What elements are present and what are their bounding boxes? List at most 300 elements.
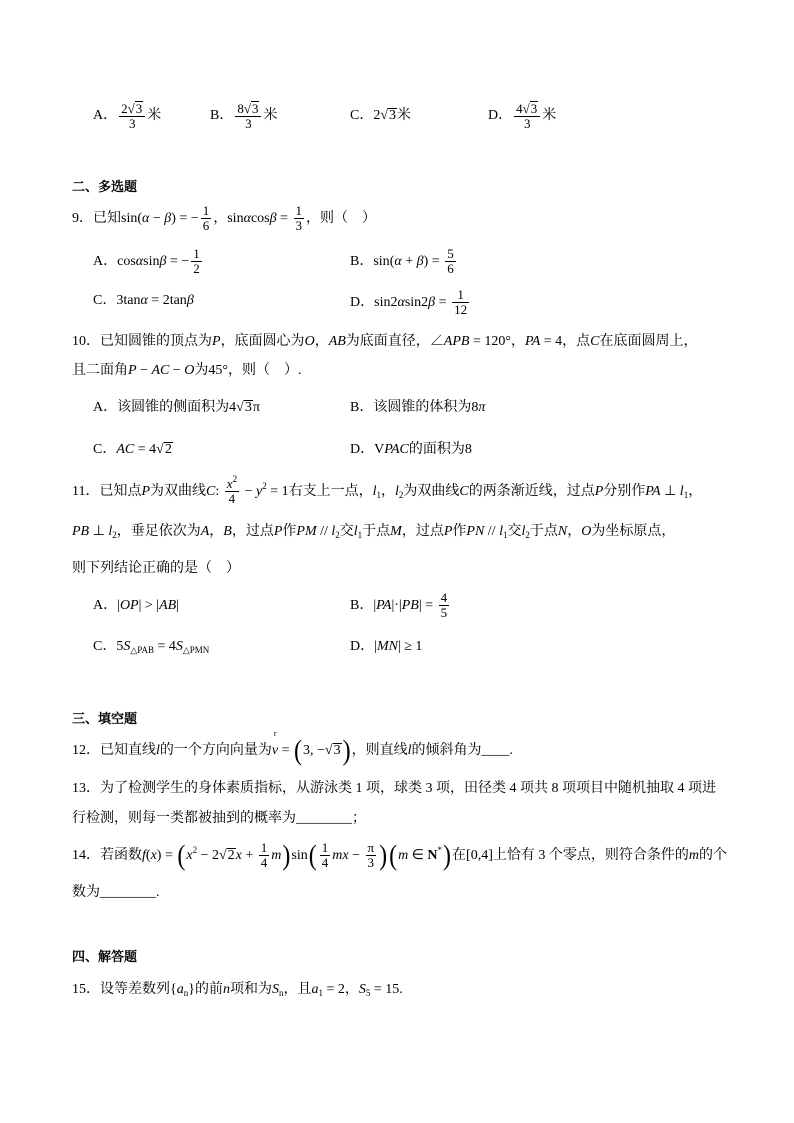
- parenthesized-group: [388, 840, 452, 872]
- text-run: 6: [447, 261, 454, 277]
- math-variable: l: [679, 484, 684, 499]
- text-run: =: [428, 254, 444, 269]
- text-run: = 4，点: [540, 334, 591, 349]
- text-run: = 120°，: [469, 334, 525, 349]
- text-run: 的一个方向向量为: [159, 743, 272, 758]
- radical-sign: √: [156, 442, 164, 457]
- superscript: *: [437, 845, 443, 855]
- radical-sign: √: [243, 101, 251, 116]
- numerator: [320, 841, 331, 856]
- text-run: 的倾斜角为: [411, 743, 482, 758]
- text-run: 3: [295, 218, 302, 234]
- q9-option-b: [350, 247, 458, 277]
- text-run: 行检测，则每一类都被抽到的概率为: [72, 811, 296, 826]
- text-run: − 2: [197, 848, 219, 863]
- radical-sign: √: [127, 101, 135, 116]
- math-variable: l: [372, 484, 377, 499]
- math-variable: PAC: [384, 442, 409, 457]
- parenthesized-group: [176, 840, 291, 872]
- text-run: 于点: [362, 524, 391, 539]
- denominator: [452, 303, 469, 317]
- text-run: ，则直线: [351, 743, 408, 758]
- fraction: [294, 204, 305, 233]
- q12-stem: [72, 729, 513, 767]
- text-run: 2: [373, 108, 381, 123]
- text-run: .: [509, 743, 513, 758]
- numerator: [366, 841, 377, 856]
- q11-option-c: [93, 632, 209, 662]
- text-run: .: [156, 885, 160, 900]
- section-heading-multiple-choice: [72, 173, 137, 203]
- text-run: D．: [350, 442, 375, 457]
- text-run: 3: [333, 743, 341, 758]
- radicand: [244, 400, 253, 414]
- text-run: ，过点: [231, 524, 274, 539]
- math-variable: m: [398, 848, 409, 863]
- text-run: 2: [121, 101, 128, 116]
- radical-sign: √: [324, 743, 333, 758]
- text-run: ，则（ ）: [306, 211, 376, 226]
- text-run: =: [161, 848, 177, 863]
- math-variable: APB: [443, 334, 470, 349]
- math-variable: S: [175, 639, 183, 654]
- text-run: //: [316, 524, 332, 539]
- math-variable: S: [271, 982, 279, 997]
- math-variable: PA: [376, 598, 392, 613]
- text-run: +: [401, 254, 417, 269]
- math-variable: PA: [524, 334, 541, 349]
- text-run: 3: [389, 108, 397, 123]
- numerator: [191, 247, 202, 262]
- radicand: [251, 101, 260, 115]
- text-run: 3: [530, 101, 538, 116]
- parenthesized-group: [308, 840, 388, 872]
- text-run: =: [278, 743, 294, 758]
- vector-mark: r: [273, 729, 277, 738]
- text-run: }: [188, 982, 195, 997]
- text-run: B．: [350, 598, 374, 613]
- text-run: ∈: [408, 848, 428, 863]
- text-run: 1: [457, 287, 464, 303]
- math-variable: α: [397, 295, 405, 310]
- math-variable: AB: [159, 598, 177, 613]
- math-variable: P: [273, 524, 283, 539]
- q10-option-d: [350, 435, 472, 465]
- math-variable: l: [331, 524, 336, 539]
- bold-symbol: N: [427, 848, 438, 863]
- subscript: △PAB: [130, 645, 154, 655]
- text-run: 3tan: [116, 293, 141, 308]
- denominator: [366, 856, 377, 870]
- q11-option-d: [350, 632, 422, 662]
- text-run: |: [374, 639, 377, 654]
- math-variable: l: [407, 743, 412, 758]
- text-run: 3: [135, 101, 143, 116]
- text-run: A．该圆锥的侧面积为4: [93, 400, 237, 415]
- text-run: B．: [210, 108, 234, 124]
- math-variable: MN: [376, 639, 398, 654]
- text-run: ): [423, 254, 429, 269]
- text-run: [0,4]: [466, 848, 493, 863]
- text-run: −: [136, 363, 152, 378]
- q11-stem-line2: [72, 517, 675, 547]
- text-run: 米: [263, 108, 278, 124]
- text-run: ，垂足依次为: [116, 524, 201, 539]
- q11-stem-line3: [72, 554, 240, 584]
- text-run: ；: [352, 811, 366, 826]
- text-run: cos: [117, 254, 136, 269]
- text-run: ，底面圆心为: [220, 334, 305, 349]
- math-variable: v: [271, 743, 279, 758]
- text-run: D．: [350, 295, 375, 310]
- numerator: [445, 247, 456, 262]
- text-run: (: [389, 254, 395, 269]
- text-run: 的个: [698, 848, 727, 863]
- math-variable: PB: [401, 598, 419, 613]
- text-run: 3, −: [303, 743, 325, 758]
- q9-stem: [72, 204, 376, 234]
- fraction: [445, 247, 456, 276]
- text-run: ________: [296, 811, 352, 826]
- math-variable: l: [394, 484, 399, 499]
- math-variable: C: [590, 334, 600, 349]
- right-paren: ): [379, 840, 388, 872]
- text-run: 12．已知直线: [72, 743, 156, 758]
- text-run: sin: [121, 211, 138, 226]
- subscript: 2: [525, 530, 530, 540]
- text-run: ⊥: [89, 524, 109, 539]
- math-variable: y: [255, 484, 263, 499]
- radicand: [164, 442, 173, 456]
- q14-stem-line1: [72, 841, 727, 871]
- q8-option-b: [210, 101, 277, 131]
- math-variable: α: [142, 211, 150, 226]
- square-root: [128, 101, 144, 116]
- text-run: 13．为了检测学生的身体素质指标，从游泳类 1 项，球类 3 项，田径类 4 项共 8 项项目中随机抽取 4 项进: [72, 781, 716, 796]
- text-run: 3: [367, 855, 375, 871]
- fraction: [191, 247, 202, 276]
- text-run: = 1右支上一点，: [266, 484, 373, 499]
- vector-variable: [271, 729, 279, 766]
- math-variable: mx: [332, 848, 349, 863]
- numerator: [514, 101, 540, 117]
- q11-stem-line1: [72, 474, 703, 507]
- fraction: [201, 204, 212, 233]
- math-variable: a: [311, 982, 319, 997]
- fraction: [452, 288, 469, 317]
- q9-option-a: [93, 247, 204, 277]
- text-run: |: [176, 598, 180, 613]
- text-run: A．: [93, 254, 118, 269]
- text-run: 米: [542, 108, 557, 124]
- text-run: 1: [321, 840, 329, 856]
- group-content: [318, 840, 378, 871]
- text-run: //: [484, 524, 500, 539]
- fraction: [366, 841, 377, 870]
- text-run: ，: [567, 524, 582, 539]
- math-variable: π: [478, 400, 486, 415]
- math-variable: AC: [116, 442, 135, 457]
- math-variable: f: [142, 848, 146, 863]
- square-root: [219, 848, 236, 863]
- text-run: 在: [452, 848, 467, 863]
- text-run: 交: [507, 524, 522, 539]
- denominator: [514, 117, 540, 131]
- text-run: ，: [688, 484, 703, 499]
- square-root: [380, 108, 397, 123]
- text-run: −: [348, 848, 364, 863]
- math-variable: P: [212, 334, 221, 349]
- text-run: = −: [175, 211, 199, 226]
- text-run: 的两条渐近线，过点: [468, 484, 595, 499]
- math-variable: β: [159, 254, 167, 269]
- numerator: [439, 591, 450, 606]
- math-variable: PM: [296, 524, 317, 539]
- text-run: 的前: [194, 982, 223, 997]
- q8-option-c: [350, 101, 411, 131]
- text-run: 1: [295, 203, 302, 219]
- math-variable: α: [243, 211, 251, 226]
- denominator: [191, 262, 202, 276]
- superscript: 2: [262, 481, 267, 491]
- text-run: = 15.: [370, 982, 403, 997]
- math-variable: S: [123, 639, 131, 654]
- text-run: 2: [164, 442, 172, 457]
- text-run: 2: [227, 848, 235, 863]
- math-variable: PA: [645, 484, 661, 499]
- text-run: 5: [116, 639, 124, 654]
- text-run: 为底面直径，∠: [345, 334, 444, 349]
- text-run: 的面积为8: [408, 442, 472, 457]
- text-run: = 4: [134, 442, 157, 457]
- text-run: +: [241, 848, 257, 863]
- left-paren: (: [389, 840, 398, 872]
- text-run: ): [171, 211, 176, 226]
- section-heading-solutions: [72, 943, 137, 973]
- fraction: [225, 474, 239, 507]
- q9-option-d: [350, 288, 471, 318]
- superscript: 2: [192, 845, 198, 855]
- radicand: [530, 101, 539, 115]
- square-root: [325, 743, 342, 758]
- q10-stem-line2: [72, 356, 302, 386]
- text-run: 9．已知: [72, 211, 121, 226]
- text-run: 4: [321, 855, 329, 871]
- text-run: 1: [193, 246, 200, 262]
- subscript: 1: [357, 530, 363, 540]
- q13-stem-line2: [72, 804, 366, 834]
- text-run: ，: [314, 334, 329, 349]
- text-run: −: [241, 484, 256, 499]
- text-run: 则下列结论正确的是（ ）: [72, 561, 240, 576]
- text-run: = 2tan: [147, 293, 187, 308]
- math-variable: n: [222, 982, 230, 997]
- text-run: | ≥ 1: [397, 639, 423, 654]
- text-run: ): [156, 848, 162, 863]
- text-run: A．: [93, 598, 118, 613]
- fraction: [514, 101, 540, 131]
- q8-option-d: [488, 101, 556, 131]
- numerator: [259, 841, 270, 856]
- numerator: [294, 204, 305, 219]
- text-run: 8: [237, 101, 244, 116]
- text-run: sin: [143, 254, 160, 269]
- text-run: 4: [260, 855, 268, 871]
- math-variable: l: [521, 524, 526, 539]
- math-variable: P: [443, 524, 453, 539]
- text-run: A．: [93, 108, 118, 124]
- math-variable: l: [108, 524, 113, 539]
- subscript: 5: [365, 988, 371, 998]
- text-run: sin2: [404, 295, 429, 310]
- text-run: ，: [213, 211, 228, 226]
- group-content: [186, 840, 282, 871]
- text-run: B．该圆锥的体积为8: [350, 400, 479, 415]
- denominator: [119, 117, 145, 131]
- text-run: |·|: [391, 598, 402, 613]
- subscript: 1: [683, 490, 689, 500]
- math-variable: x: [235, 848, 242, 863]
- radicand: [135, 101, 144, 115]
- text-run: sin: [373, 254, 390, 269]
- text-run: (: [137, 211, 143, 226]
- text-run: 且二面角: [72, 363, 128, 378]
- right-paren: ): [443, 840, 452, 872]
- denominator: [320, 856, 331, 870]
- math-variable: l: [156, 743, 160, 758]
- math-variable: M: [390, 524, 402, 539]
- text-run: sin2: [374, 295, 398, 310]
- q10-option-a: [93, 393, 260, 423]
- subscript: 2: [112, 530, 117, 540]
- fraction: [439, 591, 450, 620]
- text-run: 作: [282, 524, 297, 539]
- subscript: △PMN: [182, 645, 210, 655]
- math-variable: PN: [466, 524, 485, 539]
- text-run: 为双曲线: [150, 484, 207, 499]
- text-run: 10．已知圆锥的顶点为: [72, 334, 212, 349]
- subscript: 2: [398, 490, 404, 500]
- text-run: |: [373, 598, 377, 613]
- text-run: 2: [193, 261, 200, 277]
- text-run: 四、解答题: [72, 950, 138, 965]
- fraction: [259, 841, 270, 870]
- math-variable: m: [271, 848, 282, 863]
- text-run: ，且: [283, 982, 312, 997]
- math-variable: B: [223, 524, 232, 539]
- text-run: sin: [291, 848, 308, 863]
- radical-sign: √: [522, 101, 530, 116]
- text-run: 为双曲线: [403, 484, 460, 499]
- text-run: cos: [250, 211, 270, 226]
- text-run: 3: [251, 101, 259, 116]
- math-variable: PB: [72, 524, 90, 539]
- text-run: 米: [147, 108, 162, 124]
- text-run: −: [169, 363, 185, 378]
- square-root: [236, 400, 253, 415]
- numerator: [201, 204, 212, 219]
- text-run: π: [252, 400, 260, 415]
- math-variable: x: [186, 848, 193, 863]
- denominator: [235, 117, 261, 131]
- text-run: 12: [454, 302, 468, 318]
- text-run: 1: [260, 840, 268, 856]
- group-content: [303, 743, 342, 758]
- text-run: 3: [523, 116, 531, 131]
- text-run: ⊥: [660, 484, 680, 499]
- math-variable: S: [358, 982, 366, 997]
- text-run: 在底面圆周上，: [599, 334, 698, 349]
- math-variable: O: [581, 524, 592, 539]
- math-variable: β: [186, 293, 194, 308]
- text-run: =: [435, 295, 451, 310]
- math-variable: l: [499, 524, 503, 539]
- text-run: −: [149, 211, 165, 226]
- text-run: |: [117, 598, 120, 613]
- math-variable: β: [269, 211, 277, 226]
- math-variable: P: [594, 484, 604, 499]
- text-run: {: [170, 982, 177, 997]
- subscript: n: [183, 988, 189, 998]
- math-variable: a: [176, 982, 184, 997]
- text-run: B．: [350, 254, 374, 269]
- math-variable: α: [135, 254, 144, 269]
- left-paren: (: [177, 840, 186, 872]
- text-run: 6: [202, 218, 210, 234]
- text-run: | =: [418, 598, 437, 613]
- text-run: ____: [481, 743, 510, 758]
- q14-stem-line2: [72, 878, 160, 908]
- text-run: 二、多选题: [72, 180, 138, 195]
- math-variable: m: [688, 848, 699, 863]
- text-run: sin: [227, 211, 244, 226]
- subscript: n: [278, 988, 284, 998]
- text-run: 3: [244, 400, 252, 415]
- left-paren: (: [294, 735, 303, 767]
- math-variable: α: [140, 293, 148, 308]
- text-run: 5: [447, 246, 454, 262]
- text-run: 为45°，则（ ）.: [194, 363, 302, 378]
- text-run: 项和为: [229, 982, 272, 997]
- text-run: :: [215, 484, 223, 499]
- q15-stem: [72, 975, 403, 1005]
- math-variable: OP: [119, 598, 139, 613]
- right-paren: ): [282, 840, 291, 872]
- text-run: 作: [452, 524, 467, 539]
- fraction: [320, 841, 331, 870]
- numerator: [452, 288, 469, 303]
- q11-option-b: [350, 591, 451, 621]
- radicand: [333, 743, 342, 757]
- math-variable: P: [141, 484, 151, 499]
- subscript: 1: [376, 490, 381, 500]
- denominator: [445, 262, 456, 276]
- text-run: 1: [202, 203, 210, 219]
- q10-stem-line1: [72, 327, 698, 357]
- q10-option-b: [350, 393, 485, 423]
- text-run: C．: [93, 293, 117, 308]
- text-run: 15．设等差数列: [72, 982, 170, 997]
- square-root: [156, 442, 173, 457]
- math-variable: β: [164, 211, 172, 226]
- text-run: 14．若函数: [72, 848, 142, 863]
- text-run: 交: [339, 524, 354, 539]
- math-variable: O: [304, 334, 315, 349]
- text-run: | > |: [138, 598, 160, 613]
- superscript: 2: [232, 474, 238, 485]
- section-heading-fill-in: [72, 705, 137, 735]
- math-variable: O: [184, 363, 195, 378]
